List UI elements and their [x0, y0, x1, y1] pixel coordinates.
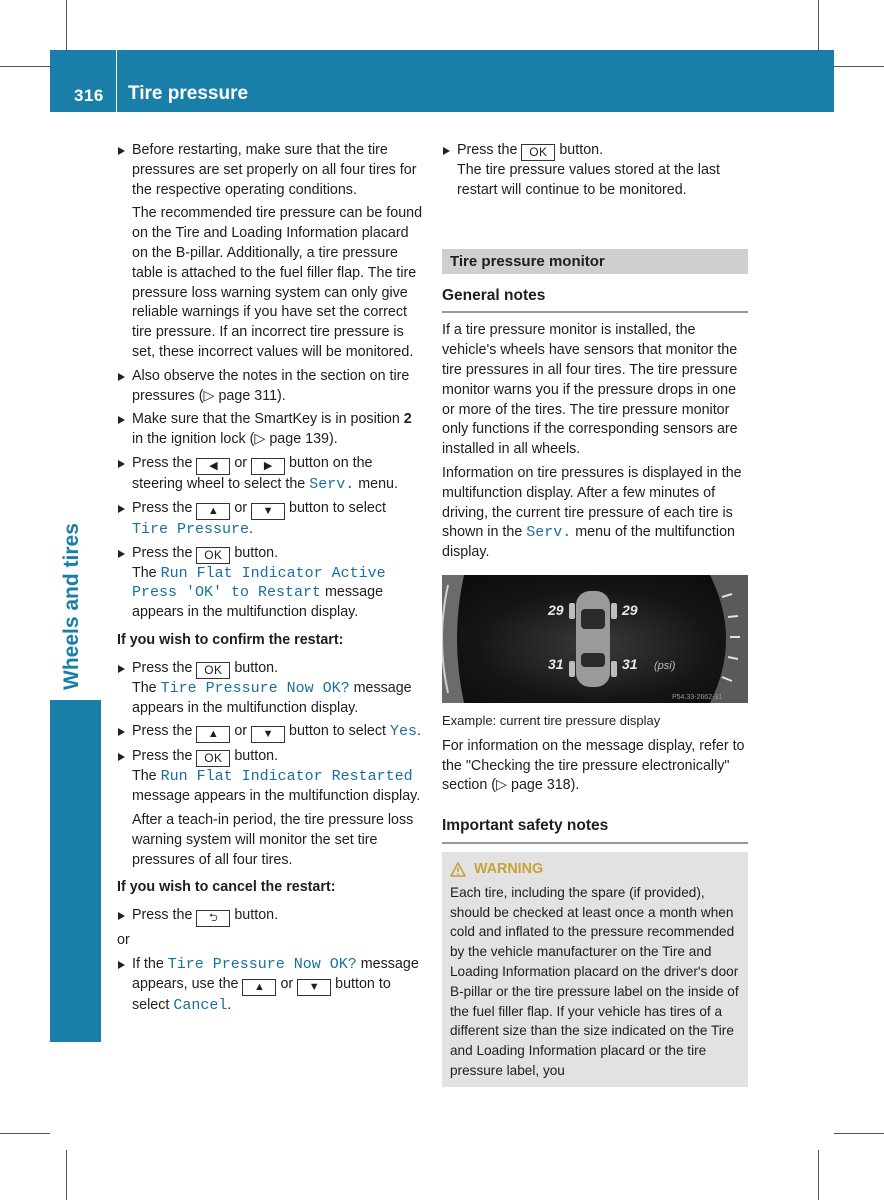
- subsection-heading: General notes: [442, 286, 748, 314]
- instruction-step: If the Tire Pressure Now OK? message appears, use the ▲ or ▼ button to select Cancel.: [117, 955, 425, 1016]
- pressure-unit: (psi): [654, 659, 676, 672]
- crop-mark: [0, 66, 50, 67]
- ok-key-icon: OK: [196, 662, 230, 679]
- down-arrow-key-icon: ▼: [251, 503, 285, 520]
- instruction-step: Press the OK button. The Run Flat Indicator Restarted message appears in the multifunction display.: [117, 747, 425, 807]
- left-arrow-key-icon: ◀: [196, 458, 230, 475]
- instruction-step: Press the OK button. The Run Flat Indicator Active Press 'OK' to Restart message appears in the multifunction display.: [117, 544, 425, 623]
- display-text: Tire Pressure Now OK?: [160, 679, 350, 697]
- instruction-step: Press the ⮌ button.: [117, 906, 425, 927]
- figure-caption: Example: current tire pressure display: [442, 712, 661, 728]
- ok-key-icon: OK: [196, 547, 230, 564]
- instruction-step: Before restarting, make sure that the tire pressures are set properly on all four tires for the respective operating conditions.: [117, 141, 425, 200]
- car-top-view-icon: [569, 591, 617, 687]
- display-text: Run Flat Indicator Restarted: [160, 768, 413, 786]
- tire-pressure-display-image: [442, 575, 748, 703]
- crop-mark: [66, 0, 67, 50]
- crop-mark: [818, 0, 819, 50]
- instruction-note: After a teach-in period, the tire pressure loss warning system will monitor the set tire pressures of all four tires.: [132, 811, 414, 868]
- display-text: Serv.: [526, 524, 572, 542]
- down-arrow-key-icon: ▼: [251, 726, 285, 743]
- back-key-icon: ⮌: [196, 910, 230, 927]
- chapter-title: Wheels and tires: [60, 523, 83, 690]
- display-text: Tire Pressure: [132, 520, 250, 538]
- page-header: [50, 50, 834, 112]
- display-text: Serv.: [309, 475, 355, 493]
- up-arrow-key-icon: ▲: [196, 726, 230, 743]
- rear-left-pressure: 31: [548, 655, 564, 672]
- ok-key-icon: OK: [196, 750, 230, 767]
- display-text: Cancel: [173, 996, 228, 1014]
- right-arrow-key-icon: ▶: [251, 458, 285, 475]
- or-text: or: [117, 932, 130, 949]
- condition-heading: If you wish to confirm the restart:: [117, 631, 344, 648]
- up-arrow-key-icon: ▲: [242, 979, 276, 996]
- front-right-pressure: 29: [622, 601, 638, 618]
- section-heading: Tire pressure monitor: [442, 249, 748, 274]
- instruction-step: Make sure that the SmartKey is in position 2 in the ignition lock (▷ page 139).: [117, 410, 425, 450]
- warning-header: [450, 860, 740, 880]
- condition-heading: If you wish to cancel the restart:: [117, 879, 336, 896]
- dashboard-illustration: [442, 575, 748, 703]
- right-column: [442, 141, 748, 1087]
- instruction-step: Press the ▲ or ▼ button to select Tire Pressure.: [117, 499, 425, 540]
- down-arrow-key-icon: ▼: [297, 979, 331, 996]
- instruction-step: Also observe the notes in the section on tire pressures (▷ page 311).: [117, 367, 425, 407]
- crop-mark: [0, 1133, 50, 1134]
- display-text: Yes: [389, 723, 417, 741]
- subsection-heading: Important safety notes: [442, 816, 748, 844]
- crop-mark: [818, 1150, 819, 1200]
- page-title: Tire pressure: [128, 83, 249, 104]
- crop-mark: [834, 66, 884, 67]
- instruction-note: The recommended tire pressure can be found on the Tire and Loading Information placard on the B-pillar. Additionally, a tire pressure table is attached to the fuel filler flap. The tire pressure loss warning system can only give reliable warnings if you have set the correct tire pressure. If an incorrect tire pressure is set, these incorrect values will be monitored.: [132, 205, 423, 360]
- header-divider: [116, 50, 117, 112]
- warning-triangle-icon: [450, 862, 466, 877]
- chapter-tab: [50, 700, 101, 1042]
- front-left-pressure: 29: [548, 601, 564, 618]
- rear-right-pressure: 31: [622, 655, 638, 672]
- warning-box: [442, 852, 748, 1087]
- instruction-step: Press the ◀ or ▶ button on the steering wheel to select the Serv. menu.: [117, 454, 425, 495]
- display-text: Tire Pressure Now OK?: [167, 955, 357, 973]
- warning-title: WARNING: [474, 860, 544, 877]
- body-paragraph: If a tire pressure monitor is installed, the vehicle's wheels have sensors that monitor the tire pressures in all four tires. The tire pressure monitor warns you if the pressure drops in one or more of the tires. The tire pressure monitor only functions if the corresponding sensors are installed in all wheels.: [442, 322, 738, 458]
- left-column: [117, 141, 425, 1020]
- instruction-step: Press the OK button. The Tire Pressure Now OK? message appears in the multifunction display.: [117, 659, 425, 719]
- ok-key-icon: OK: [521, 144, 555, 161]
- body-paragraph: Information on tire pressures is displayed in the multifunction display. After a few minutes of driving, the current tire pressure of each tire is shown in the Serv. menu of the multifunction display.: [442, 464, 742, 561]
- instruction-step: Press the ▲ or ▼ button to select Yes.: [117, 722, 425, 743]
- display-text: Run Flat Indicator Active Press 'OK' to Restart: [132, 564, 386, 602]
- crop-mark: [834, 1133, 884, 1134]
- crop-mark: [66, 1150, 67, 1200]
- warning-text: Each tire, including the spare (if provided), should be checked at least once a month when cold and inflated to the pressure recommended by the vehicle manufacturer on the Tire and Loading Information placard on the driver's door B-pillar or the tire pressure label on the inside of the fuel filler flap. If your vehicle has tires of a different size than the size indicated on the Tire and Loading Information placard or the tire pressure label, you: [450, 884, 739, 1078]
- body-paragraph: For information on the message display, refer to the "Checking the tire pressure electronically" section (▷ page 318).: [442, 737, 745, 794]
- up-arrow-key-icon: ▲: [196, 503, 230, 520]
- page-number: 316: [74, 86, 104, 105]
- figure-code: P54.33-2662-31: [672, 693, 723, 701]
- instruction-step: Press the OK button. The tire pressure values stored at the last restart will continue to be monitored.: [442, 141, 748, 201]
